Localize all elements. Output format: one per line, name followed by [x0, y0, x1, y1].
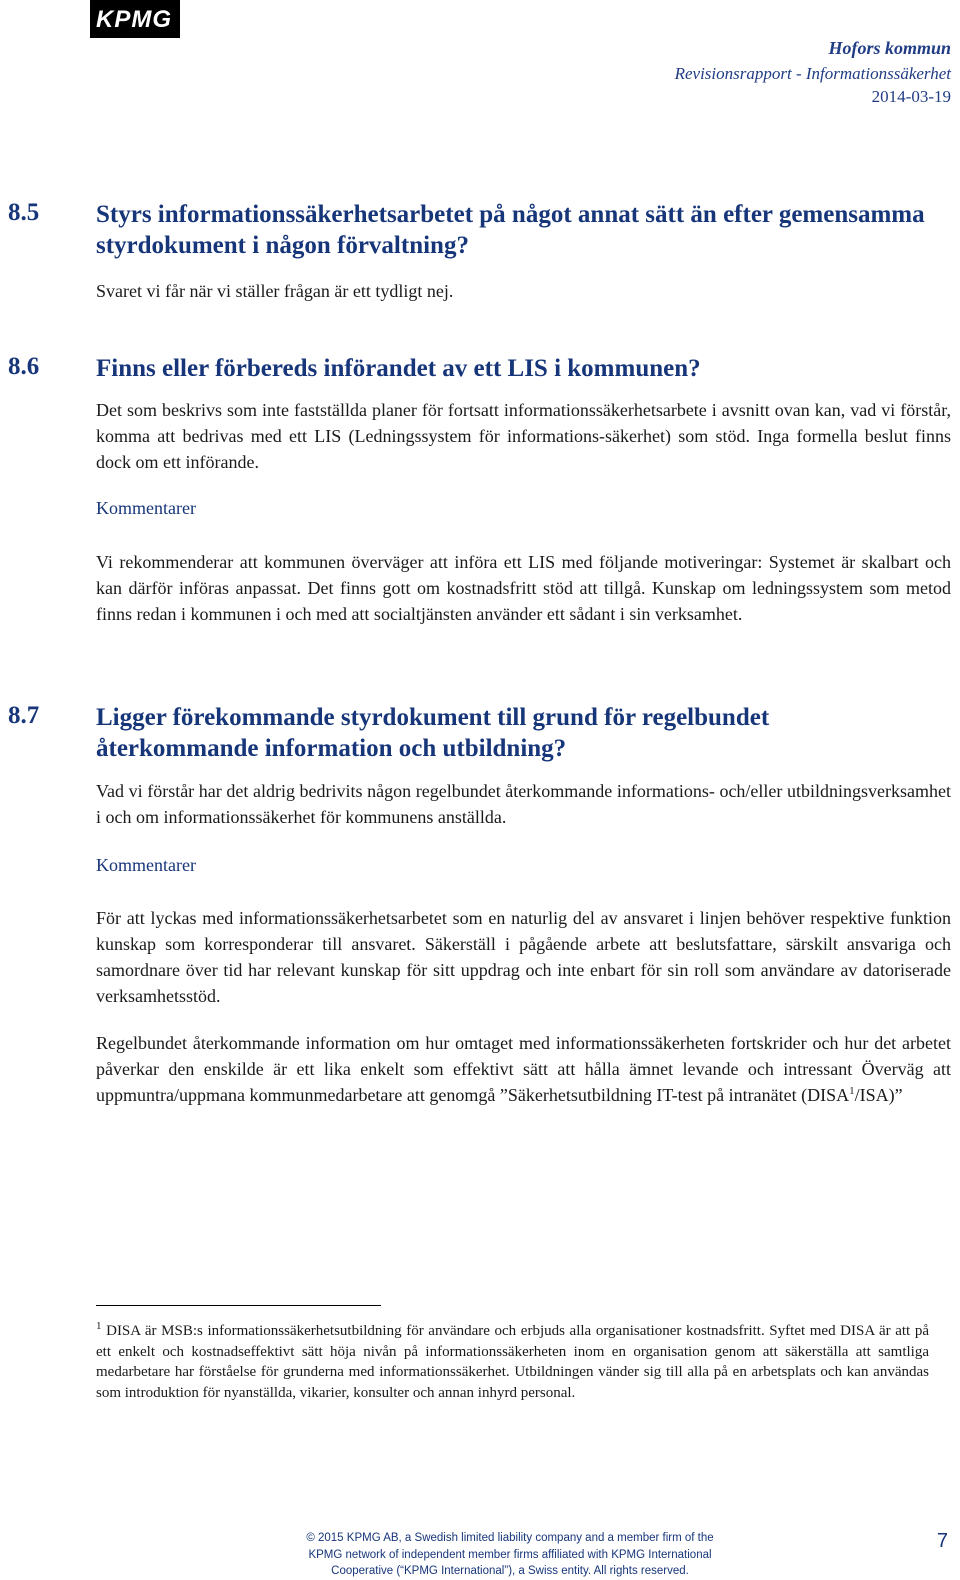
- comment-text: Regelbundet återkommande information om hur omtaget med informationssäkerheten fortskrider och hur det arbetet påverkar den enskilde är ett lika enkelt som effektivt sätt att hålla ämnet levande och intressant Överväg att uppmuntra/uppmana kommunmedarbetare att genomgå ”Säkerhetsutbildning IT-test på intranätet (DISA: [96, 1033, 951, 1105]
- section-8-7-comment-2: [96, 1030, 951, 1108]
- kpmg-logo: [90, 0, 180, 38]
- page-number: 7: [936, 1530, 948, 1552]
- comments-label: Kommentarer: [96, 498, 196, 518]
- comment-text-end: /ISA)”: [854, 1085, 903, 1105]
- header-org: Hofors kommun: [828, 38, 951, 58]
- section-8-7-comment: För att lyckas med informationssäkerhetsarbetet som en naturlig del av ansvaret i linjen behöver respektive funktion kunskap som korresponderar till ansvaret. Säkerställ i pågående arbete att beslutsfattare, särskilt ansvariga och samordnare över tid har relevant kunskap för sitt uppdrag och inte enbart för sin roll som användare av datoriserade verksamhetsstöd.: [96, 908, 951, 1006]
- section-number: 8.5: [8, 199, 40, 226]
- section-number: 8.6: [8, 353, 40, 380]
- footnote: [96, 1321, 929, 1403]
- footnote-marker: 1: [96, 1320, 102, 1332]
- section-title: Finns eller förbereds införandet av ett LIS i kommunen?: [96, 355, 701, 382]
- header-date: 2014-03-19: [871, 87, 951, 106]
- header-report-title: Revisionsrapport - Informationssäkerhet: [674, 64, 951, 83]
- section-8-6-comment: Vi rekommenderar att kommunen överväger att införa ett LIS med följande motiveringar: Systemet är skalbart och kan därför införas anpassat. Det finns gott om kostnadsfritt stöd att tillgå. Kunskap om ledningssystem som metod finns redan i kommunen i och med att socialtjänsten använder ett sådant i sin verksamhet.: [96, 552, 951, 624]
- section-8-6-body: Det som beskrivs som inte fastställda planer för fortsatt informationssäkerhetsarbete i avsnitt ovan kan, vad vi förstår, komma att bedrivas med ett LIS (Ledningssystem för informations-säkerhet) som stöd. Inga formella beslut finns dock om ett införande.: [96, 400, 951, 472]
- footnote-text: DISA är MSB:s informationssäkerhetsutbildning för användare och erbjuds alla organisationer kostnadsfritt. Syftet med DISA är att på ett enkelt och kostnadseffektivt sätt höja nivån på informationssäkerheten inom en organisation genom att säkerställa att samtliga medarbetare har förståelse för grunderna med informationssäkerhet. Utbildningen vänder sig till alla på en arbetsplats och kan användas som introduktion för nyanställda, vikarier, konsulter och annan inhyrd personal.: [96, 1323, 929, 1401]
- footer-line: Cooperative (“KPMG International”), a Swiss entity. All rights reserved.: [331, 1565, 689, 1577]
- footer-line: © 2015 KPMG AB, a Swedish limited liability company and a member firm of the: [306, 1532, 714, 1544]
- footer-line: KPMG network of independent member firms affiliated with KPMG International: [308, 1548, 712, 1561]
- section-8-5-body: Svaret vi får när vi ställer frågan är ett tydligt nej.: [96, 281, 454, 301]
- footnote-reference[interactable]: 1: [849, 1085, 855, 1097]
- footnote-divider: [96, 1305, 381, 1306]
- section-title: Ligger förekommande styrdokument till grund för regelbundet återkommande information och utbildning?: [96, 704, 770, 762]
- comments-label: Kommentarer: [96, 855, 196, 875]
- section-title: Styrs informationssäkerhetsarbetet på något annat sätt än efter gemensamma styrdokument i någon förvaltning?: [96, 201, 925, 259]
- section-8-7-body: Vad vi förstår har det aldrig bedrivits någon regelbundet återkommande informations- och/eller utbildningsverksamhet i och om informationssäkerhet för kommunens anställda.: [96, 781, 951, 827]
- logo-text: KPMG: [96, 6, 172, 33]
- copyright-footer: [290, 1530, 730, 1580]
- section-number: 8.7: [8, 702, 40, 729]
